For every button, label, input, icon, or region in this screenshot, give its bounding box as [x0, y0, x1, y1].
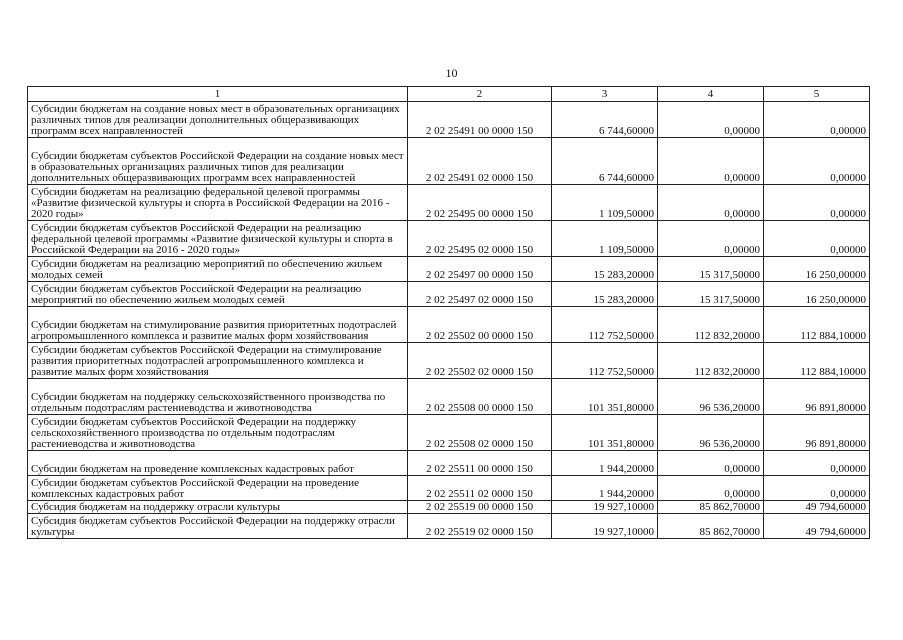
row-value-col3: 15 283,20000: [552, 257, 658, 282]
row-value-col4: 96 536,20000: [658, 379, 764, 415]
row-value-col4: 112 832,20000: [658, 343, 764, 379]
table-row: [28, 343, 870, 379]
table-row: [28, 257, 870, 282]
row-name-cell: Субсидии бюджетам субъектов Российской Федерации на поддержку сельскохозяйственного производства по отдельным подотраслям растениеводства и животноводства: [28, 415, 408, 451]
row-value-col3: 101 351,80000: [552, 379, 658, 415]
row-value-col4: 15 317,50000: [658, 282, 764, 307]
row-value-col3: 1 944,20000: [552, 476, 658, 501]
row-code-cell: 2 02 25511 00 0000 150: [408, 451, 552, 476]
table-row: [28, 501, 870, 514]
row-code-cell: 2 02 25495 02 0000 150: [408, 221, 552, 257]
row-code-cell: 2 02 25491 02 0000 150: [408, 138, 552, 185]
row-code-cell: 2 02 25508 00 0000 150: [408, 379, 552, 415]
row-value-col3: 112 752,50000: [552, 307, 658, 343]
column-header-3: 3: [552, 87, 658, 102]
row-value-col5: 112 884,10000: [764, 343, 870, 379]
row-name-cell: Субсидии бюджетам субъектов Российской Федерации на создание новых мест в образовательных организациях различных типов для реализации дополнительных общеразвивающих программ всех направленностей: [28, 138, 408, 185]
row-value-col4: 0,00000: [658, 138, 764, 185]
row-code-cell: 2 02 25495 00 0000 150: [408, 185, 552, 221]
table-row: [28, 282, 870, 307]
table-row: [28, 476, 870, 501]
row-value-col3: 6 744,60000: [552, 102, 658, 138]
row-code-cell: 2 02 25508 02 0000 150: [408, 415, 552, 451]
row-code-cell: 2 02 25519 00 0000 150: [408, 501, 552, 514]
row-code-cell: 2 02 25511 02 0000 150: [408, 476, 552, 501]
row-value-col3: 1 109,50000: [552, 221, 658, 257]
table-row: [28, 307, 870, 343]
row-value-col3: 6 744,60000: [552, 138, 658, 185]
row-value-col4: 0,00000: [658, 102, 764, 138]
row-value-col4: 85 862,70000: [658, 501, 764, 514]
row-code-cell: 2 02 25497 02 0000 150: [408, 282, 552, 307]
row-code-cell: 2 02 25502 02 0000 150: [408, 343, 552, 379]
row-value-col5: 0,00000: [764, 221, 870, 257]
row-value-col4: 0,00000: [658, 451, 764, 476]
row-value-col4: 0,00000: [658, 185, 764, 221]
column-header-1: 1: [28, 87, 408, 102]
row-name-cell: Субсидии бюджетам субъектов Российской Федерации на реализацию мероприятий по обеспечению жильем молодых семей: [28, 282, 408, 307]
row-name-cell: Субсидии бюджетам на реализацию федеральной целевой программы «Развитие физической культуры и спорта в Российской Федерации на 2016 - 2020 годы»: [28, 185, 408, 221]
row-value-col5: 49 794,60000: [764, 501, 870, 514]
table-header-row: [28, 87, 870, 102]
column-header-5: 5: [764, 87, 870, 102]
row-value-col5: 49 794,60000: [764, 514, 870, 539]
row-value-col4: 15 317,50000: [658, 257, 764, 282]
row-value-col4: 85 862,70000: [658, 514, 764, 539]
row-value-col4: 96 536,20000: [658, 415, 764, 451]
row-value-col5: 16 250,00000: [764, 282, 870, 307]
row-value-col5: 96 891,80000: [764, 415, 870, 451]
row-value-col3: 19 927,10000: [552, 514, 658, 539]
row-value-col3: 19 927,10000: [552, 501, 658, 514]
row-name-cell: Субсидии бюджетам на создание новых мест в образовательных организациях различных типов для реализации дополнительных общеразвивающих программ всех направленностей: [28, 102, 408, 138]
row-name-cell: Субсидии бюджетам на поддержку сельскохозяйственного производства по отдельным подотраслям растениеводства и животноводства: [28, 379, 408, 415]
table-row: [28, 514, 870, 539]
column-header-4: 4: [658, 87, 764, 102]
table-row: [28, 415, 870, 451]
row-name-cell: Субсидии бюджетам субъектов Российской Федерации на проведение комплексных кадастровых работ: [28, 476, 408, 501]
page-number: 10: [445, 66, 458, 80]
row-code-cell: 2 02 25497 00 0000 150: [408, 257, 552, 282]
row-value-col3: 15 283,20000: [552, 282, 658, 307]
row-value-col3: 112 752,50000: [552, 343, 658, 379]
budget-table: [27, 86, 870, 539]
row-value-col3: 1 109,50000: [552, 185, 658, 221]
table-row: [28, 451, 870, 476]
row-value-col4: 0,00000: [658, 476, 764, 501]
row-value-col4: 0,00000: [658, 221, 764, 257]
row-value-col5: 0,00000: [764, 185, 870, 221]
row-name-cell: Субсидии бюджетам на реализацию мероприятий по обеспечению жильем молодых семей: [28, 257, 408, 282]
table-row: [28, 221, 870, 257]
row-code-cell: 2 02 25519 02 0000 150: [408, 514, 552, 539]
row-name-cell: Субсидии бюджетам субъектов Российской Федерации на реализацию федеральной целевой программы «Развитие физической культуры и спорта в Российской Федерации на 2016 - 2020 годы»: [28, 221, 408, 257]
row-value-col4: 112 832,20000: [658, 307, 764, 343]
table-row: [28, 102, 870, 138]
table-row: [28, 185, 870, 221]
row-value-col5: 0,00000: [764, 476, 870, 501]
row-value-col5: 96 891,80000: [764, 379, 870, 415]
table-row: [28, 138, 870, 185]
row-name-cell: Субсидии бюджетам на стимулирование развития приоритетных подотраслей агропромышленного комплекса и развитие малых форм хозяйствования: [28, 307, 408, 343]
row-value-col5: 16 250,00000: [764, 257, 870, 282]
row-name-cell: Субсидии бюджетам субъектов Российской Федерации на стимулирование развития приоритетных подотраслей агропромышленного комплекса и развитие малых форм хозяйствования: [28, 343, 408, 379]
row-value-col3: 101 351,80000: [552, 415, 658, 451]
row-name-cell: Субсидии бюджетам на проведение комплексных кадастровых работ: [28, 451, 408, 476]
row-value-col5: 112 884,10000: [764, 307, 870, 343]
row-name-cell: Субсидия бюджетам субъектов Российской Федерации на поддержку отрасли культуры: [28, 514, 408, 539]
row-value-col3: 1 944,20000: [552, 451, 658, 476]
row-value-col5: 0,00000: [764, 138, 870, 185]
row-value-col5: 0,00000: [764, 102, 870, 138]
row-name-cell: Субсидия бюджетам на поддержку отрасли культуры: [28, 501, 408, 514]
table-row: [28, 379, 870, 415]
row-code-cell: 2 02 25491 00 0000 150: [408, 102, 552, 138]
column-header-2: 2: [408, 87, 552, 102]
row-code-cell: 2 02 25502 00 0000 150: [408, 307, 552, 343]
row-value-col5: 0,00000: [764, 451, 870, 476]
